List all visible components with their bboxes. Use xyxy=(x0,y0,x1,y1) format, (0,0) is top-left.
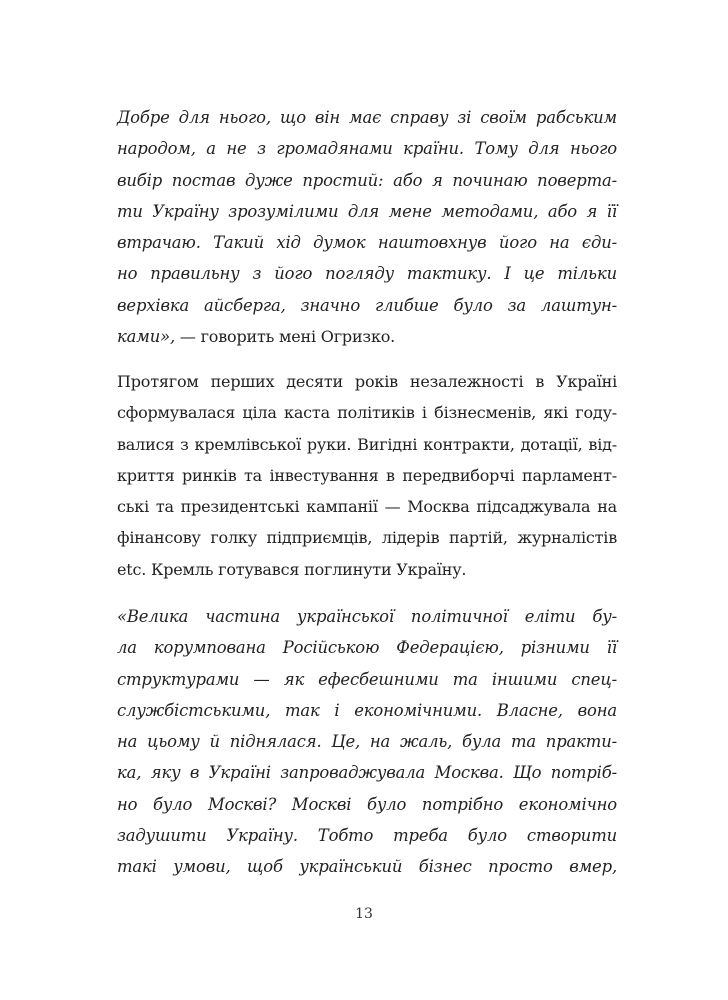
text-line: ка, яку в Україні запроваджувала Москва. Що потріб- xyxy=(117,763,617,783)
text-line: но правильну з його погляду тактику. І це тільки xyxy=(117,264,617,284)
body-paragraph-2 xyxy=(117,366,617,585)
text-line-last xyxy=(117,321,617,352)
text-line: задушити Україну. Тобто треба було створити xyxy=(117,826,617,846)
text-line: фінансову голку підприємців, лідерів партій, журналістів xyxy=(117,528,617,548)
text-line: сформувалася ціла каста політиків і бізнесменів, які году- xyxy=(117,403,617,423)
text-line: «Велика частина української політичної еліти бу- xyxy=(117,607,617,626)
text-line: втрачаю. Такий хід думок наштовхнув його на єди- xyxy=(117,233,617,253)
text-line: верхівка айсберга, значно глибше було за лаштун- xyxy=(117,295,617,315)
quote-paragraph-3 xyxy=(117,601,617,883)
text-line: структурами — як ефесбешними та іншими спец- xyxy=(117,669,617,689)
attribution-text: — говорить мені Огризко. xyxy=(175,327,396,347)
quote-end-fragment: ками», xyxy=(117,327,176,347)
quote-paragraph-1 xyxy=(117,102,617,352)
text-line-last: etc. Кремль готувався поглинути Україну. xyxy=(117,559,467,579)
text-line: ла корумпована Російською Федерацією, різними її xyxy=(117,638,617,658)
text-line: но було Москві? Москві було потрібно економічно xyxy=(117,794,617,814)
text-line: службістськими, так і економічними. Власне, вона xyxy=(117,700,617,720)
text-line: ти Україну зрозумілими для мене методами, або я її xyxy=(117,201,617,221)
page-number: 13 xyxy=(355,906,373,922)
text-line: Добре для нього, що він має справу зі своїм рабським xyxy=(117,108,617,127)
text-line: народом, а не з громадянами країни. Тому для нього xyxy=(117,139,617,159)
text-line: на цьому й піднялася. Це, на жаль, була та практи- xyxy=(117,732,617,752)
text-line: криття ринків та інвестування в передвиборчі парламент- xyxy=(117,465,617,485)
text-line: Протягом перших десяти років незалежності в Україні xyxy=(117,372,617,391)
text-line: такі умови, щоб український бізнес просто вмер, xyxy=(117,857,617,877)
text-line: ські та президентські кампанії — Москва підсаджувала на xyxy=(117,497,617,517)
text-line: валися з кремлівської руки. Вигідні контракти, дотації, від- xyxy=(117,434,617,454)
text-line: вибір постав дуже простий: або я починаю поверта- xyxy=(117,170,617,190)
